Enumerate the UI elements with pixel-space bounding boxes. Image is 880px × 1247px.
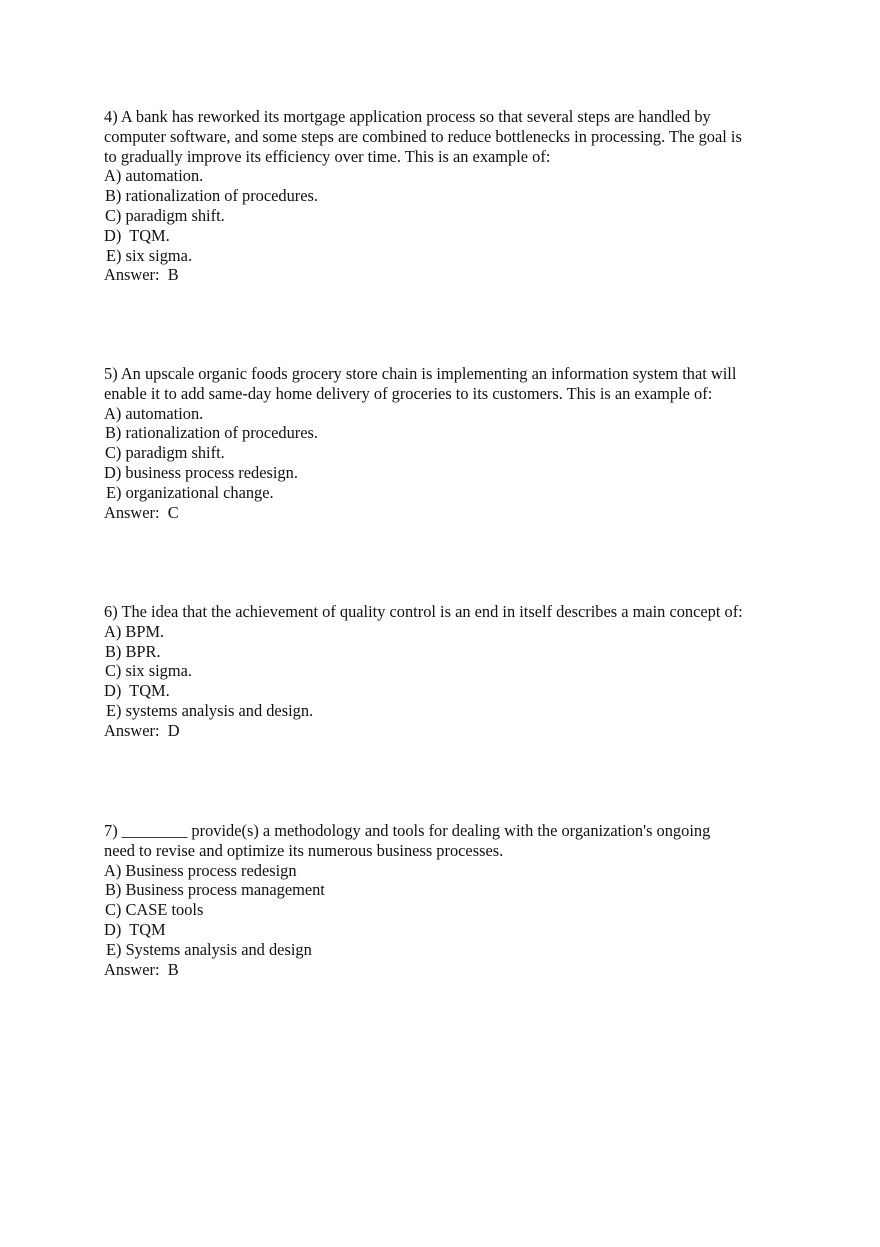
question-stem-line: need to revise and optimize its numerous business processes. (104, 840, 504, 860)
question-5 (104, 364, 784, 522)
question-stem-line: 7) ________ provide(s) a methodology and tools for dealing with the organization's ongoing (104, 821, 711, 840)
option-e: E) Systems analysis and design (106, 939, 312, 959)
option-b: B) rationalization of procedures. (105, 186, 318, 206)
option-d: D) business process redesign. (104, 462, 298, 482)
question-stem-line: enable it to add same-day home delivery of groceries to its customers. This is an example of: (104, 383, 713, 403)
question-stem-line: 4) A bank has reworked its mortgage application process so that several steps are handled by (104, 107, 711, 126)
question-stem-line: computer software, and some steps are combined to reduce bottlenecks in processing. The goal is (104, 126, 742, 146)
option-e: E) systems analysis and design. (106, 700, 314, 720)
option-b: B) BPR. (105, 641, 161, 661)
option-c: C) six sigma. (105, 661, 192, 681)
question-stem-line: 6) The idea that the achievement of quality control is an end in itself describes a main concept of: (104, 602, 743, 621)
option-b: B) Business process management (105, 880, 325, 900)
question-stem-line: 5) An upscale organic foods grocery store chain is implementing an information system that will (104, 364, 737, 383)
option-a: A) BPM. (104, 621, 165, 641)
option-d: D) TQM (104, 919, 166, 939)
question-stem-line: to gradually improve its efficiency over time. This is an example of: (104, 146, 551, 166)
answer-line: Answer: D (104, 720, 180, 740)
option-b: B) rationalization of procedures. (105, 423, 318, 443)
answer-line: Answer: B (104, 265, 179, 285)
question-6 (104, 602, 784, 741)
question-4 (104, 107, 784, 285)
option-a: A) Business process redesign (104, 860, 297, 880)
option-a: A) automation. (104, 166, 204, 186)
question-7 (104, 821, 784, 979)
option-c: C) paradigm shift. (105, 443, 225, 463)
option-e: E) organizational change. (106, 482, 274, 502)
answer-line: Answer: B (104, 959, 179, 979)
option-d: D) TQM. (104, 681, 170, 701)
option-c: C) paradigm shift. (105, 205, 225, 225)
option-c: C) CASE tools (105, 900, 204, 920)
option-a: A) automation. (104, 403, 204, 423)
option-e: E) six sigma. (106, 245, 193, 265)
answer-line: Answer: C (104, 502, 179, 522)
option-d: D) TQM. (104, 225, 170, 245)
